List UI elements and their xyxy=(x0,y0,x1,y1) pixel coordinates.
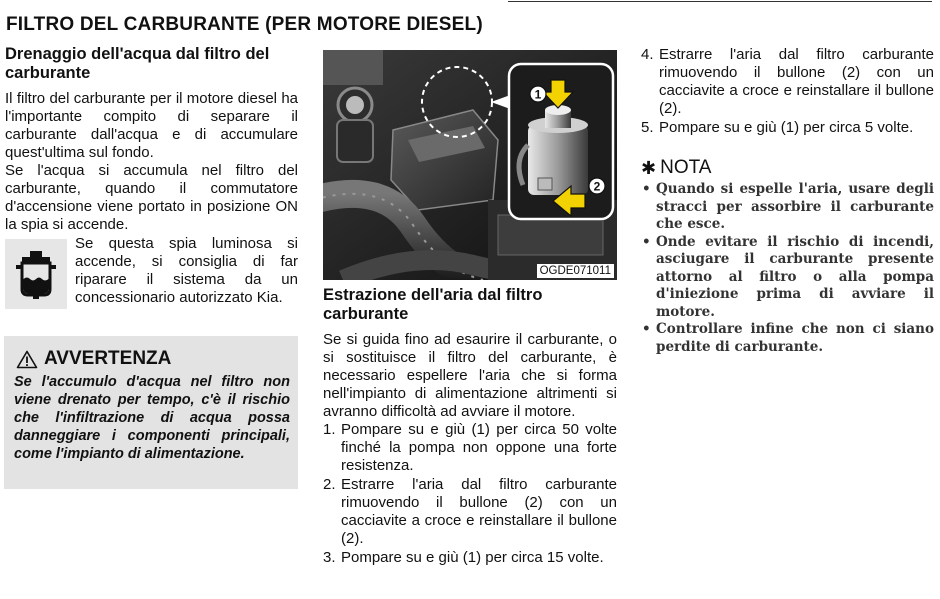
steps-list-middle xyxy=(323,421,617,567)
warning-title xyxy=(16,348,171,370)
paragraph-lamp-advice: Se questa spia luminosa si accende, si consiglia di far riparare il sistema da un concessionario autorizzato Kia. xyxy=(75,235,298,306)
column-left xyxy=(5,45,298,309)
callout-2: 2 xyxy=(593,179,601,194)
lamp-row xyxy=(5,235,298,309)
engine-figure xyxy=(323,50,617,280)
nota-list xyxy=(641,181,934,356)
nota-heading xyxy=(641,157,934,179)
list-item: 2. Estrarre l'aria dal filtro carburante rimuovendo il bullone (2) con un cacciavite a croce e reinstallare il bullone (2). xyxy=(323,476,617,547)
list-item: • Onde evitare il rischio di incendi, asciugare il carburante presente attorno al filtro o alla pompa d'iniezione prima di avviare il motore. xyxy=(642,233,934,320)
paragraph-warning-lamp: Se l'acqua si accumula nel filtro del carburante, quando il commutatore d'accensione viene portato in posizione ON la spia si accende. xyxy=(5,162,298,233)
warning-title-text: AVVERTENZA xyxy=(44,348,172,369)
section-heading-air-bleed: Estrazione dell'aria dal filtro carburante xyxy=(323,286,543,323)
engine-bay-illustration xyxy=(323,50,617,280)
list-item: 4. Estrarre l'aria dal filtro carburante rimuovendo il bullone (2) con un cacciavite a croce e reinstallare il bullone (2). xyxy=(641,46,934,117)
warning-triangle-icon xyxy=(16,350,38,369)
list-item: 1. Pompare su e giù (1) per circa 50 volte finché la pompa non oppone una forte resistenza. xyxy=(323,421,617,474)
asterisk-icon: ✱ xyxy=(641,157,657,178)
top-rule xyxy=(508,1,932,2)
paragraph-air-bleed-intro: Se si guida fino ad esaurire il carburante, o si sostituisce il filtro del carburante, è necessario espellere l'aria che si forma nell'impianto di alimentazione altrimenti si avranno difficoltà ad avviare il motore. xyxy=(323,331,617,420)
list-item: • Controllare infine che non ci siano perdite di carburante. xyxy=(642,321,934,355)
nota-title: NOTA xyxy=(660,157,712,178)
warning-box xyxy=(4,336,298,489)
list-item: • Quando si espelle l'aria, usare degli stracci per assorbire il carburante che esce. xyxy=(642,181,934,232)
figure-code: OGDE071011 xyxy=(537,264,614,278)
list-item: 5. Pompare su e giù (1) per circa 5 volte. xyxy=(641,119,914,136)
callout-1: 1 xyxy=(534,87,542,102)
list-item: 3. Pompare su e giù (1) per circa 15 volte. xyxy=(323,549,604,566)
column-right xyxy=(641,46,934,356)
paragraph-filter-purpose: Il filtro del carburante per il motore diesel ha l'importante compito di separare il carburante dall'acqua e di accumulare quest'ultima sul fondo. xyxy=(5,90,298,161)
column-middle xyxy=(323,286,617,568)
water-in-fuel-warning-icon xyxy=(5,239,67,309)
section-heading-water-drain: Drenaggio dell'acqua dal filtro del carburante xyxy=(5,45,270,82)
warning-text: Se l'accumulo d'acqua nel filtro non viene drenato per tempo, c'è il rischio che l'infiltrazione di acqua possa danneggiare i componenti principali, come l'impianto di alimentazione. xyxy=(14,374,290,462)
steps-list-right xyxy=(641,46,934,137)
page-title: FILTRO DEL CARBURANTE (PER MOTORE DIESEL) xyxy=(6,14,483,35)
